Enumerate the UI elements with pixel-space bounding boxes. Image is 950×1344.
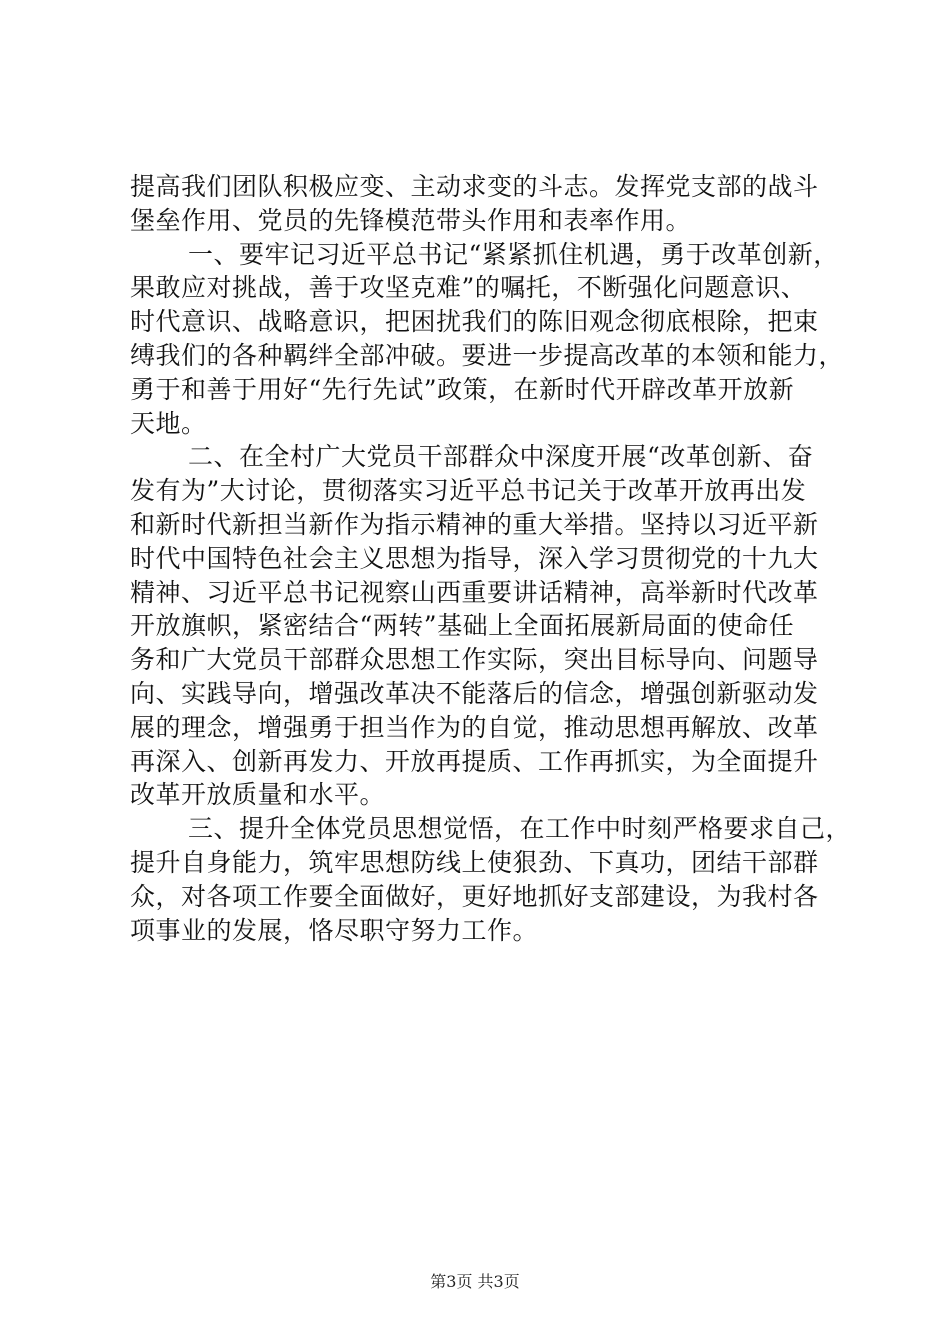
text-line: 众，对各项工作要全面做好，更好地抓好支部建设，为我村各: [130, 881, 819, 911]
text-line: 提高我们团队积极应变、主动求变的斗志。发挥党支部的战斗: [130, 172, 819, 201]
text-line: 发有为”大讨论，贯彻落实习近平总书记关于改革开放再出发: [130, 476, 807, 506]
text-line: 和新时代新担当新作为指示精神的重大举措。坚持以习近平新: [130, 509, 819, 539]
text-line: 时代中国特色社会主义思想为指导，深入学习贯彻党的十九大: [130, 543, 819, 573]
text-line: 精神、习近平总书记视察山西重要讲话精神，高举新时代改革: [130, 577, 819, 607]
text-line: 展的理念，增强勇于担当作为的自觉，推动思想再解放、改革: [130, 712, 819, 742]
text-line: 时代意识、战略意识，把困扰我们的陈旧观念彻底根除，把束: [130, 307, 819, 337]
text-line: 果敢应对挑战，善于攻坚克难”的嘱托，不断强化问题意识、: [130, 273, 807, 303]
text-line: 勇于和善于用好“先行先试”政策，在新时代开辟改革开放新: [130, 374, 795, 404]
text-line: 一、要牢记习近平总书记“紧紧抓住机遇，勇于改革创新，: [188, 239, 839, 269]
text-line: 二、在全村广大党员干部群众中深度开展“改革创新、奋: [188, 442, 814, 472]
page-footer: 第3页 共3页: [430, 1272, 520, 1291]
text-line: 三、提升全体党员思想觉悟，在工作中时刻严格要求自己，: [188, 814, 852, 844]
text-line: 向、实践导向，增强改革决不能落后的信念，增强创新驱动发: [130, 678, 819, 708]
text-line: 改革开放质量和水平。: [130, 780, 386, 810]
text-line: 提升自身能力，筑牢思想防线上使狠劲、下真功，团结干部群: [130, 847, 819, 877]
text-line: 务和广大党员干部群众思想工作实际，突出目标导向、问题导: [130, 645, 819, 675]
text-line: 再深入、创新再发力、开放再提质、工作再抓实，为全面提升: [130, 746, 819, 776]
text-line: 开放旗帜，紧密结合“两转”基础上全面拓展新局面的使命任: [130, 611, 795, 641]
text-line: 天地。: [130, 408, 207, 438]
document-body: [130, 170, 852, 947]
text-line: 堡垒作用、党员的先锋模范带头作用和表率作用。: [130, 205, 692, 235]
text-line: 缚我们的各种羁绊全部冲破。要进一步提高改革的本领和能力，: [130, 340, 845, 370]
text-line: 项事业的发展，恪尽职守努力工作。: [130, 915, 539, 945]
